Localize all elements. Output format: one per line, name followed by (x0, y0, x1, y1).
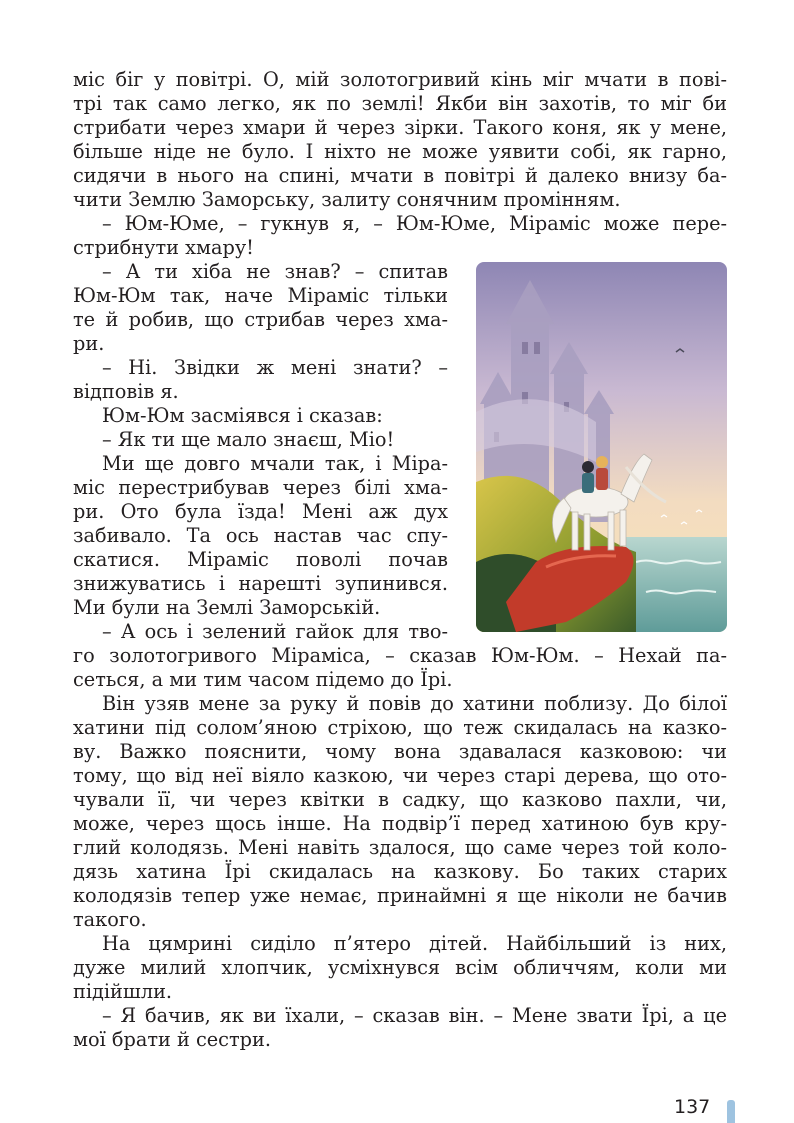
text-line: більше ніде не було. І ніхто не може уявити собі, як гарно, (73, 140, 727, 163)
text-line: Ми ще довго мчали так, і Міра- (102, 452, 448, 475)
text-line: го золотогривого Міраміса, – сказав Юм-Юм. – Нехай па- (73, 644, 727, 667)
text-line: відповів я. (73, 380, 179, 403)
text-line: забивало. Та ось настав час спу- (73, 524, 448, 547)
text-line: те й робив, що стрибав через хма- (73, 308, 448, 331)
text-line: дязь хатина Їрі скидалась на казкову. Бо таких старих (73, 860, 727, 883)
text-line: – А ти хіба не знав? – спитав (102, 260, 448, 283)
text-line: хатини під солом’яною стріхою, що теж скидалась на казко- (73, 716, 727, 739)
text-line: глий колодязь. Мені навіть здалося, що саме через той коло- (73, 836, 727, 859)
text-line: міс перестрибував через білі хма- (73, 476, 448, 499)
text-line: – Ні. Звідки ж мені знати? – (102, 356, 448, 379)
page-tab-marker (727, 1100, 735, 1123)
text-line: мої брати й сестри. (73, 1028, 271, 1051)
text-line: чити Землю Заморську, залиту сонячним промінням. (73, 188, 621, 211)
text-line: може, через щось інше. На подвір’ї перед хатиною був кру- (73, 812, 727, 835)
text-line: – А ось і зелений гайок для тво- (102, 620, 448, 643)
text-line: такого. (73, 908, 147, 931)
text-line: стрибнути хмару! (73, 236, 254, 259)
page-number: 137 (674, 1096, 711, 1118)
text-line: дуже милий хлопчик, усміхнувся всім обличчям, коли ми (73, 956, 727, 979)
text-line: ву. Важко пояснити, чому вона здавалася казковою: чи (73, 740, 727, 763)
text-line: Юм-Юм засміявся і сказав: (102, 404, 383, 427)
text-line: На цямрині сиділо п’ятеро дітей. Найбільший із них, (102, 932, 727, 955)
text-line: тому, що від неї віяло казкою, чи через старі дерева, що ото- (73, 764, 727, 787)
text-line: колодязів тепер уже немає, принаймні я ще ніколи не бачив (73, 884, 727, 907)
text-line: знижуватись і нарешті зупинився. (73, 572, 448, 595)
text-line: трі так само легко, як по землі! Якби він захотів, то міг би (73, 92, 727, 115)
text-line: ри. (73, 332, 105, 355)
text-line: скатися. Міраміс поволі почав (73, 548, 448, 571)
text-line: міс біг у повітрі. О, мій золотогривий кінь міг мчати в пові- (73, 68, 727, 91)
text-line: чували її, чи через квітки в садку, що казково пахли, чи, (73, 788, 727, 811)
text-line: Юм-Юм так, наче Міраміс тільки (73, 284, 448, 307)
text-line: Він узяв мене за руку й повів до хатини поблизу. До білої (102, 692, 727, 715)
illustration (476, 262, 727, 632)
text-line: Ми були на Землі Заморській. (73, 596, 381, 619)
text-line: – Я бачив, як ви їхали, – сказав він. – Мене звати Їрі, а це (102, 1004, 727, 1027)
text-line: – Як ти ще мало знаєш, Міо! (102, 428, 395, 451)
text-line: підійшли. (73, 980, 173, 1003)
text-line: ри. Ото була їзда! Мені аж дух (73, 500, 448, 523)
text-line: стрибати через хмари й через зірки. Такого коня, як у мене, (73, 116, 727, 139)
text-line: – Юм-Юме, – гукнув я, – Юм-Юме, Міраміс може пере- (102, 212, 727, 235)
text-line: сеться, а ми тим часом підемо до Їрі. (73, 668, 453, 691)
text-line: сидячи в нього на спині, мчати в повітрі й далеко внизу ба- (73, 164, 727, 187)
